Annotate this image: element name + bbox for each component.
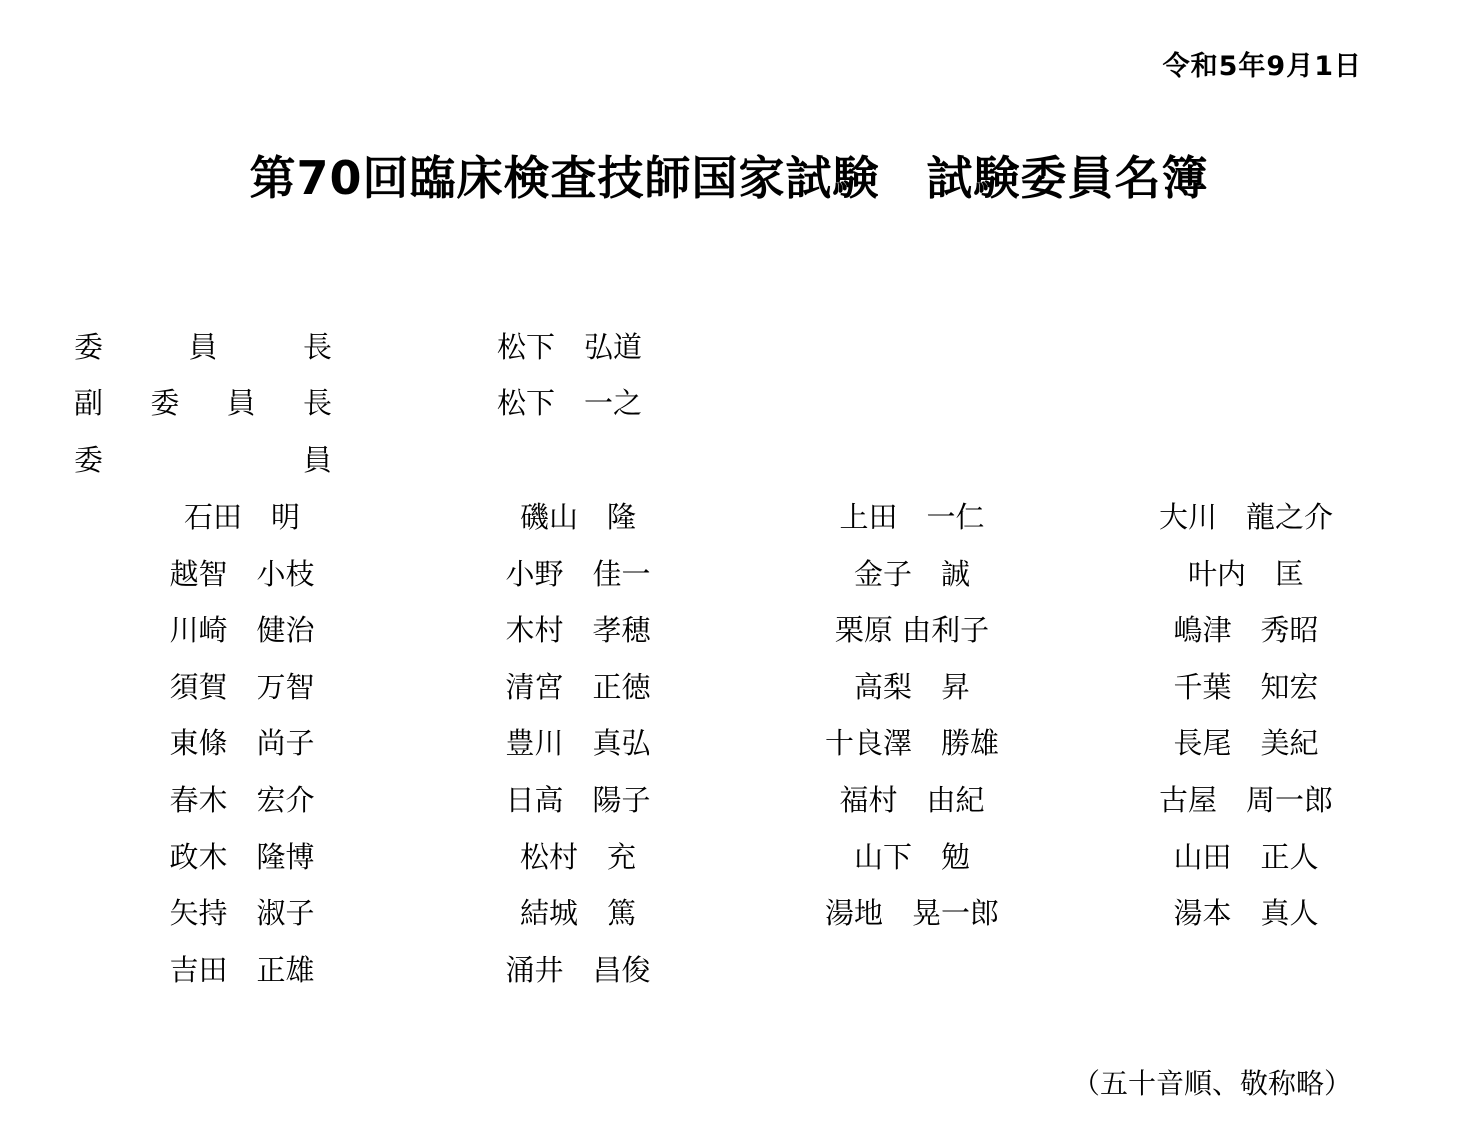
member-name: 山下 勉 [853,840,970,874]
role-chairman [74,327,332,367]
member-name: 金子 誠 [853,557,970,591]
document-date: 令和5年9月1日 [1162,51,1362,82]
role-char: 員 [188,330,218,364]
role-char: 副 [74,386,104,420]
vice-chairman-name: 松下 一之 [497,386,643,420]
member-name: 湯地 晃一郎 [824,896,999,930]
member-name: 千葉 知宏 [1173,670,1319,704]
member-name: 湯本 真人 [1173,896,1319,930]
role-char: 長 [302,330,332,364]
member-name: 川崎 健治 [169,613,315,647]
member-name: 山田 正人 [1173,840,1319,874]
member-name: 越智 小枝 [169,557,315,591]
member-name: 福村 由紀 [839,783,985,817]
member-name: 木村 孝穂 [505,613,651,647]
role-char: 委 [150,386,180,420]
member-name: 嶋津 秀昭 [1173,613,1319,647]
member-name: 日高 陽子 [505,783,651,817]
role-member [74,440,332,480]
role-vice-chairman [74,383,332,423]
member-name: 長尾 美紀 [1173,726,1319,760]
role-char: 委 [74,443,104,477]
member-name: 小野 佳一 [505,557,651,591]
member-name: 吉田 正雄 [169,953,315,987]
role-char: 委 [74,330,104,364]
member-name: 高梨 昇 [853,670,970,704]
member-name: 十良澤 勝雄 [824,726,999,760]
member-name: 春木 宏介 [169,783,315,817]
footnote: （五十音順、敬称略） [1071,1067,1352,1100]
member-name: 結城 篤 [519,896,636,930]
member-name: 石田 明 [183,500,300,534]
member-name: 叶内 匡 [1187,557,1304,591]
member-name: 上田 一仁 [839,500,985,534]
member-name: 涌井 昌俊 [505,953,651,987]
member-name: 矢持 淑子 [169,896,315,930]
member-name: 栗原 由利子 [834,613,990,647]
member-name: 須賀 万智 [169,670,315,704]
member-name: 松村 充 [519,840,636,874]
member-name: 清宮 正徳 [505,670,651,704]
member-name: 磯山 隆 [519,500,636,534]
member-name: 豊川 真弘 [505,726,651,760]
member-name: 大川 龍之介 [1158,500,1333,534]
document-title: 第70回臨床検査技師国家試験 試験委員名簿 [249,151,1209,205]
member-name: 政木 隆博 [169,840,315,874]
member-name: 東條 尚子 [169,726,315,760]
role-char: 員 [226,386,256,420]
role-char: 長 [302,386,332,420]
role-char: 員 [302,443,332,477]
chairman-name: 松下 弘道 [497,330,643,364]
member-name: 古屋 周一郎 [1158,783,1333,817]
